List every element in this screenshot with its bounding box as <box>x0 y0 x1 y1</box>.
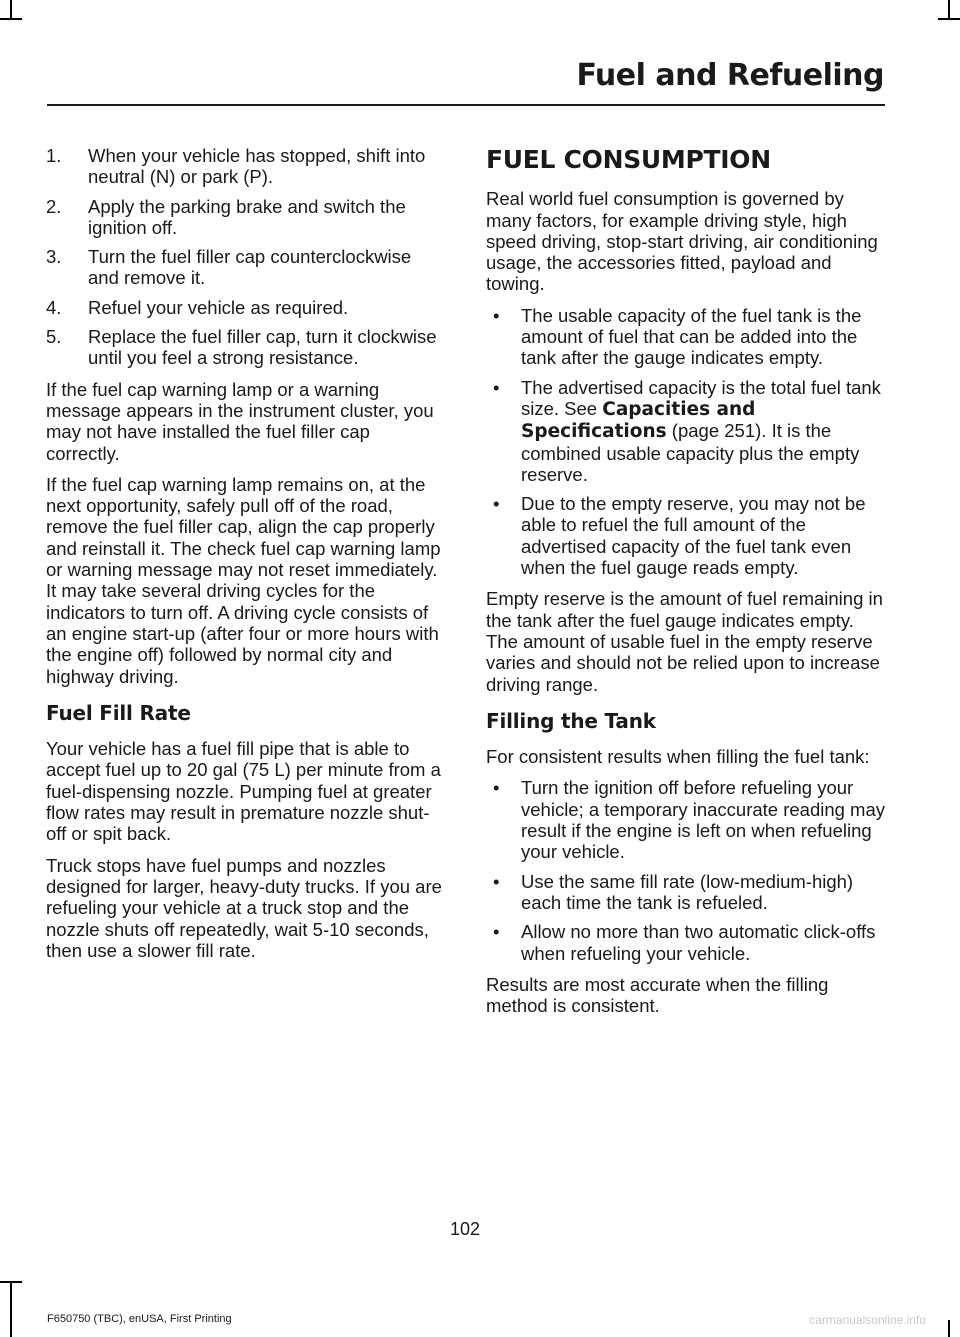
crop-mark <box>0 1281 22 1283</box>
crop-mark <box>0 18 22 20</box>
fuel-consumption-heading: FUEL CONSUMPTION <box>486 145 771 174</box>
crop-mark <box>948 1320 950 1337</box>
fuel-cap-lamp-paragraph: If the fuel cap warning lamp remains on, at the next opportunity, safely pull off of the road, remove the fuel filler cap, align the cap properly and reinstall it. The check fuel cap warning lamp or warning message may not reset immediately. It may take several driving cycles for the indicators to turn off. A driving cycle consists of an engine start-up (after four or more hours with the engine off) followed by normal city and highway driving. <box>46 473 441 687</box>
capacities-specifications-link[interactable]: Capacities and Specifications <box>521 398 756 443</box>
list-item: 3. Turn the fuel filler cap counterclockwise and remove it. <box>46 246 412 289</box>
fuel-fill-rate-heading: Fuel Fill Rate <box>46 700 191 725</box>
page-number: 102 <box>449 1219 481 1239</box>
fuel-cap-warning-paragraph: If the fuel cap warning lamp or a warning message appears in the instrument cluster, you may not have installed the fuel filler cap correctly. <box>46 378 434 464</box>
filling-bullet-list <box>486 777 886 963</box>
list-item: • Turn the ignition off before refueling your vehicle; a temporary inaccurate reading may result if the engine is left on when refueling your vehicle. <box>493 777 886 863</box>
list-item: 1. When your vehicle has stopped, shift into neutral (N) or park (P). <box>46 145 426 188</box>
empty-reserve-paragraph: Empty reserve is the amount of fuel remaining in the tank after the fuel gauge indicates empty. The amount of usable fuel in the empty reserve varies and should not be relied upon to increase driving range. <box>486 588 883 695</box>
filling-tank-heading: Filling the Tank <box>486 708 656 733</box>
list-item: • Due to the empty reserve, you may not be able to refuel the full amount of the advertised capacity of the fuel tank even when the fuel gauge reads empty. <box>493 493 866 579</box>
list-item: 2. Apply the parking brake and switch the ignition off. <box>46 195 406 238</box>
crop-mark <box>938 18 960 20</box>
crop-mark <box>10 1281 12 1337</box>
truck-stop-paragraph: Truck stops have fuel pumps and nozzles designed for larger, heavy-duty trucks. If you are refueling your vehicle at a truck stop and the nozzle shuts off repeatedly, wait 5-10 seconds, then use a slower fill rate. <box>46 854 442 961</box>
list-item: • Allow no more than two automatic click-offs when refueling your vehicle. <box>493 921 876 964</box>
footer-text: F650750 (TBC), enUSA, First Printing <box>47 1313 232 1325</box>
list-item: • The usable capacity of the fuel tank is the amount of fuel that can be added into the tank after the gauge indicates empty. <box>493 304 862 369</box>
crop-mark <box>10 0 12 20</box>
consumption-intro-paragraph: Real world fuel consumption is governed by many factors, for example driving style, high speed driving, stop-start driving, air conditioning usage, the accessories fitted, payload and towing. <box>486 188 878 295</box>
left-column <box>46 145 446 971</box>
header-rule <box>47 104 885 106</box>
list-item: • Use the same fill rate (low-medium-high) each time the tank is refueled. <box>493 870 854 913</box>
list-item: • The advertised capacity is the total fuel tank size. See Capacities and Specifications (page 251). It is the combined usable capacity plus the empty reserve. <box>493 376 881 485</box>
capacity-bullet-list <box>486 305 886 579</box>
list-item: 4. Refuel your vehicle as required. <box>46 296 349 318</box>
closing-paragraph: Results are most accurate when the filling method is consistent. <box>486 973 829 1017</box>
page-header-title: Fuel and Refueling <box>576 58 884 93</box>
list-item: 5. Replace the fuel filler cap, turn it clockwise until you feel a strong resistance. <box>46 326 437 369</box>
watermark: carmanualsonline.info <box>809 1313 926 1327</box>
right-column <box>486 145 886 1026</box>
fill-pipe-paragraph: Your vehicle has a fuel fill pipe that is able to accept fuel up to 20 gal (75 L) per minute from a fuel-dispensing nozzle. Pumping fuel at greater flow rates may result in premature nozzle shut-off or spit back. <box>46 738 441 845</box>
crop-mark <box>948 0 950 20</box>
refuel-steps-list <box>46 145 446 369</box>
filling-intro-paragraph: For consistent results when filling the fuel tank: <box>486 746 870 768</box>
